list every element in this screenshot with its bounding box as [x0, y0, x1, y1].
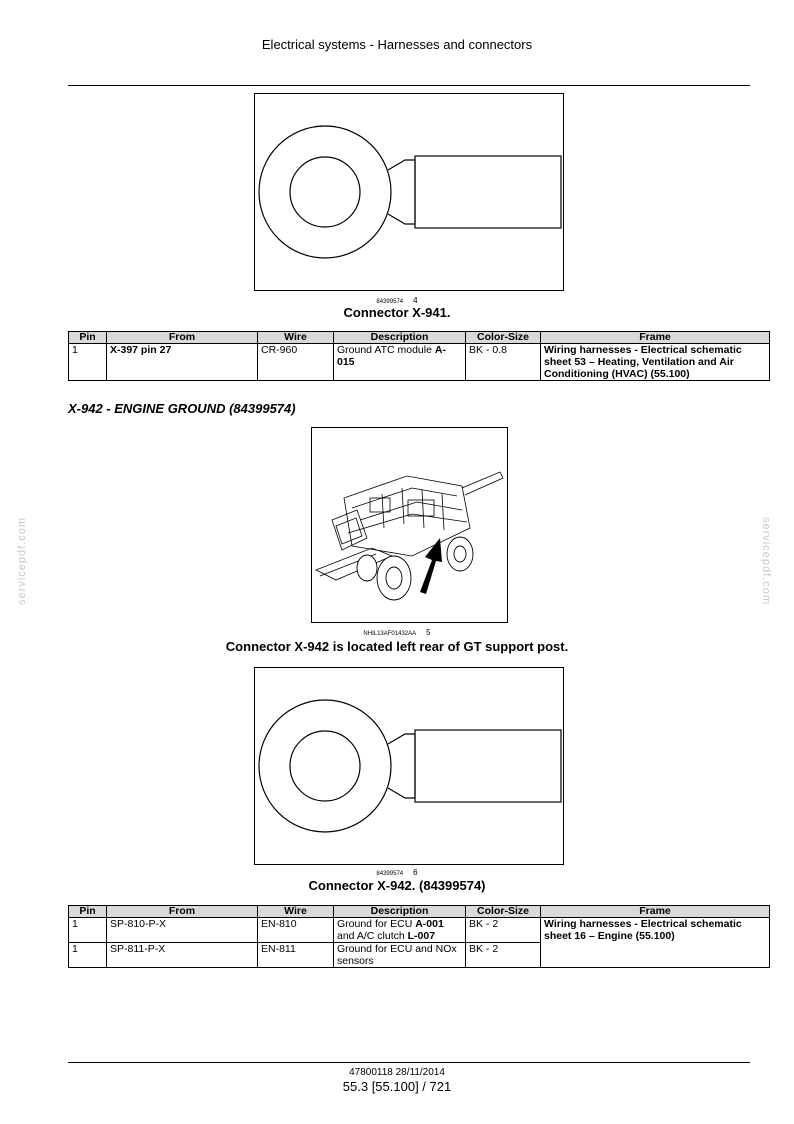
watermark-left: servicepdf.com — [15, 517, 28, 605]
ring-terminal-drawing — [255, 94, 563, 290]
section-heading-x942: X-942 - ENGINE GROUND (84399574) — [68, 401, 296, 416]
figure-caption-5: Connector X-942 is located left rear of GT support post. — [225, 639, 569, 654]
col-header-wire: Wire — [258, 906, 334, 918]
table-row — [69, 344, 770, 381]
col-header-frame: Frame — [541, 906, 770, 918]
col-header-from: From — [107, 906, 258, 918]
footer-doc-code: 47800118 28/11/2014 — [349, 1067, 445, 1078]
col-header-description: Description — [334, 332, 466, 344]
cell-frame-link[interactable]: Wiring harnesses - Electrical schematic sheet 16 – Engine (55.100) — [541, 918, 770, 968]
cell-description: Ground ATC module A-015 — [334, 344, 466, 381]
col-header-frame: Frame — [541, 332, 770, 344]
cell-pin: 1 — [69, 918, 107, 943]
cell-from: SP-810-P-X — [107, 918, 258, 943]
cell-color-size: BK - 0.8 — [466, 344, 541, 381]
col-header-color-size: Color-Size — [466, 906, 541, 918]
col-header-color-size: Color-Size — [466, 332, 541, 344]
col-header-from: From — [107, 332, 258, 344]
watermark-right: servicepdf.com — [759, 517, 772, 605]
footer-page-number: 55.3 [55.100] / 721 — [342, 1079, 452, 1094]
ring-terminal-figure-x941 — [254, 93, 564, 291]
cell-description: Ground for ECU and NOx sensors — [334, 943, 466, 968]
table-row — [69, 918, 770, 943]
col-header-pin: Pin — [69, 906, 107, 918]
figure-ref-5: NHIL13AF01432AA 5 — [363, 628, 431, 637]
figure-ref-6: 84399574 6 — [376, 868, 418, 877]
cell-pin: 1 — [69, 344, 107, 381]
pin-table-x941 — [68, 331, 770, 381]
ring-terminal-figure-x942 — [254, 667, 564, 865]
cell-color-size: BK - 2 — [466, 943, 541, 968]
figure-ref-4: 84399574 4 — [376, 296, 418, 305]
header-rule — [68, 85, 750, 86]
footer-rule — [68, 1062, 750, 1063]
cell-wire: CR-960 — [258, 344, 334, 381]
table-header-row — [69, 906, 770, 918]
cell-from: SP-811-P-X — [107, 943, 258, 968]
col-header-pin: Pin — [69, 332, 107, 344]
machine-location-figure — [311, 427, 508, 623]
ring-terminal-drawing — [255, 668, 563, 864]
cell-wire: EN-811 — [258, 943, 334, 968]
table-header-row — [69, 332, 770, 344]
figure-caption-6: Connector X-942. (84399574) — [308, 878, 486, 893]
cell-description: Ground for ECU A-001 and A/C clutch L-007 — [334, 918, 466, 943]
combine-harvester-drawing — [312, 428, 507, 622]
cell-wire: EN-810 — [258, 918, 334, 943]
cell-pin: 1 — [69, 943, 107, 968]
col-header-wire: Wire — [258, 332, 334, 344]
cell-from: X-397 pin 27 — [107, 344, 258, 381]
col-header-description: Description — [334, 906, 466, 918]
pin-table-x942 — [68, 905, 770, 968]
cell-frame-link[interactable]: Wiring harnesses - Electrical schematic sheet 53 – Heating, Ventilation and Air Conditioning (HVAC) (55.100) — [541, 344, 770, 381]
page-header-title: Electrical systems - Harnesses and connectors — [261, 37, 533, 52]
figure-caption-4: Connector X-941. — [343, 305, 451, 320]
cell-color-size: BK - 2 — [466, 918, 541, 943]
